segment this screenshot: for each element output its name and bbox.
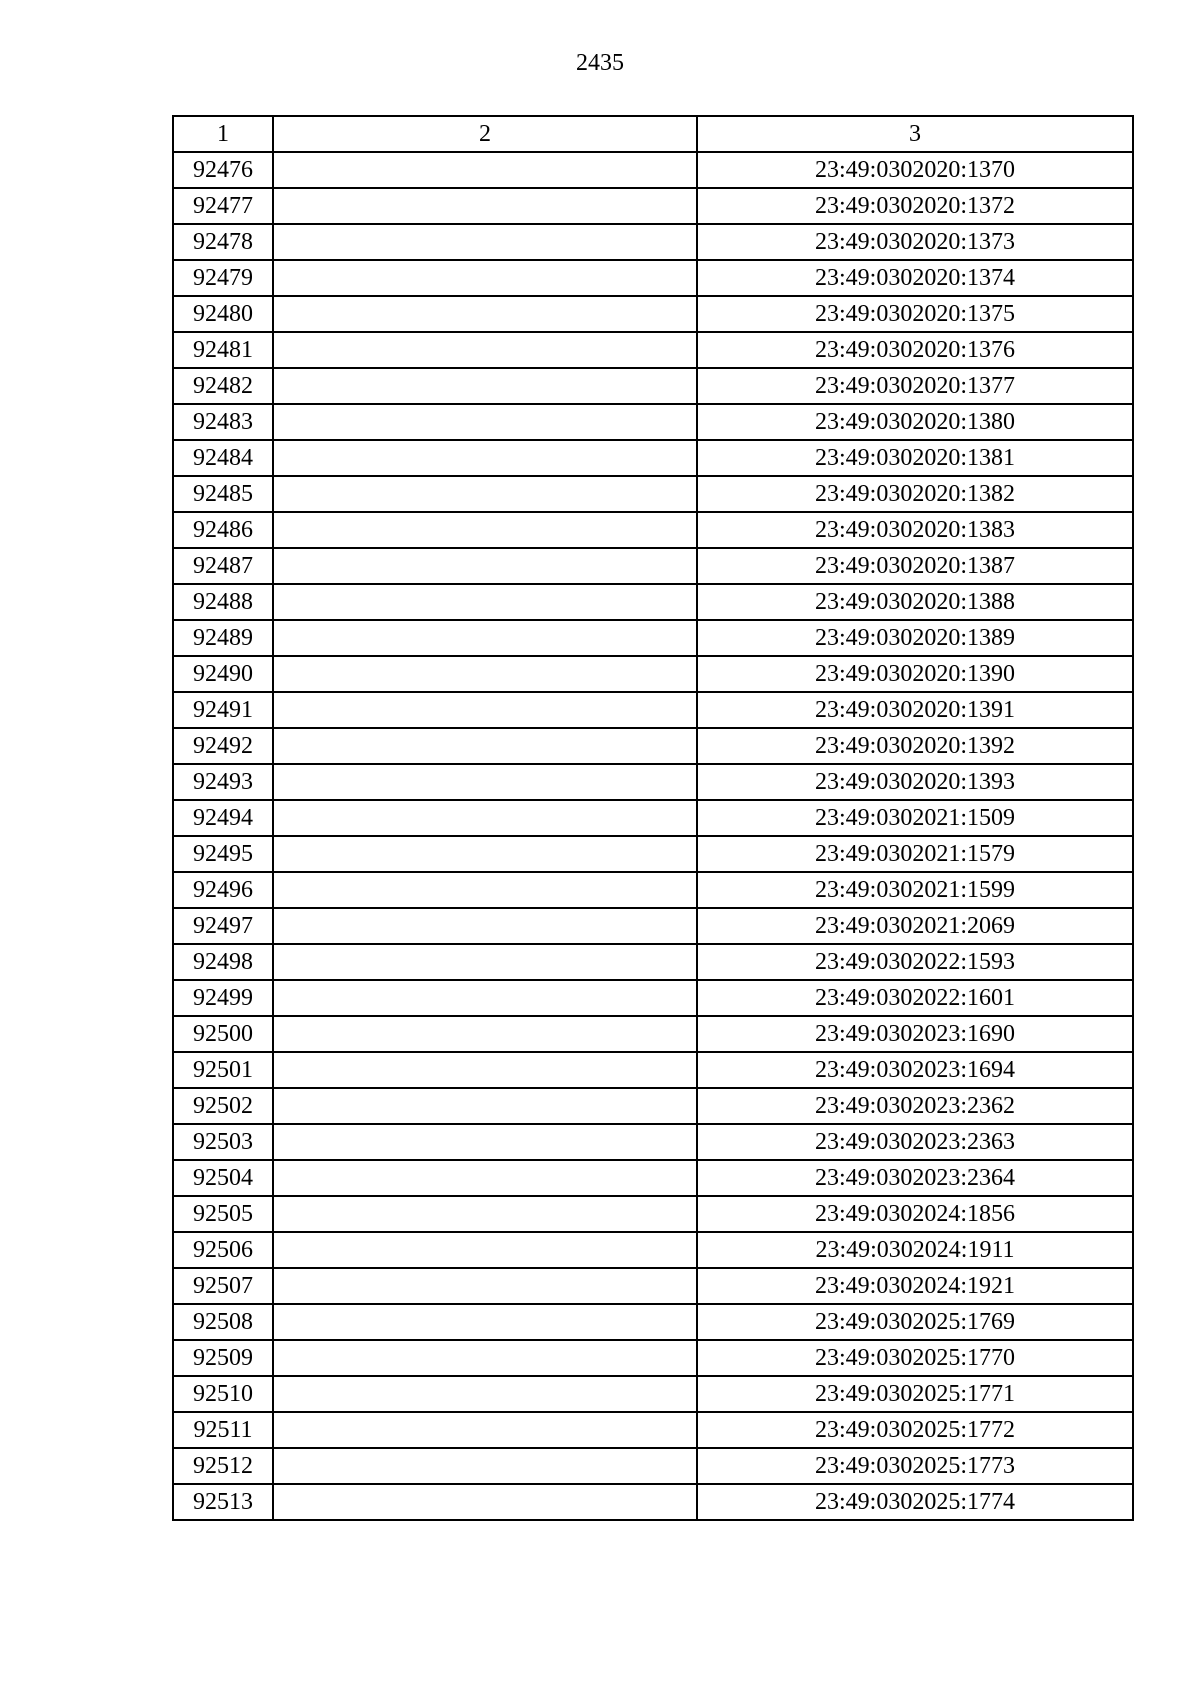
table-cell-col-2: [273, 1016, 697, 1052]
table-cell-col-1: 92483: [173, 404, 273, 440]
table-cell-col-2: [273, 1196, 697, 1232]
table-cell-col-1: 92481: [173, 332, 273, 368]
table-cell-col-2: [273, 836, 697, 872]
table-cell-col-1: 92504: [173, 1160, 273, 1196]
table-cell-col-1: 92506: [173, 1232, 273, 1268]
table-cell-col-3: 23:49:0302020:1387: [697, 548, 1133, 584]
table-cell-col-1: 92502: [173, 1088, 273, 1124]
table-cell-col-3: 23:49:0302025:1773: [697, 1448, 1133, 1484]
table-cell-col-1: 92480: [173, 296, 273, 332]
table-cell-col-3: 23:49:0302021:1509: [697, 800, 1133, 836]
table-cell-col-3: 23:49:0302020:1393: [697, 764, 1133, 800]
table-cell-col-3: 23:49:0302023:2362: [697, 1088, 1133, 1124]
table-row: [173, 764, 1133, 800]
table-row: [173, 1376, 1133, 1412]
table-row: [173, 476, 1133, 512]
table-row: [173, 1088, 1133, 1124]
table-cell-col-3: 23:49:0302021:2069: [697, 908, 1133, 944]
table-cell-col-2: [273, 1304, 697, 1340]
table-cell-col-1: 92511: [173, 1412, 273, 1448]
table-cell-col-2: [273, 476, 697, 512]
table-cell-col-2: [273, 1412, 697, 1448]
table-cell-col-2: [273, 692, 697, 728]
table-cell-col-1: 92485: [173, 476, 273, 512]
column-header-2: 2: [273, 116, 697, 152]
table-cell-col-2: [273, 224, 697, 260]
table-cell-col-3: 23:49:0302023:2363: [697, 1124, 1133, 1160]
table-cell-col-1: 92486: [173, 512, 273, 548]
table-cell-col-3: 23:49:0302022:1593: [697, 944, 1133, 980]
table-cell-col-2: [273, 1160, 697, 1196]
table-row: [173, 1304, 1133, 1340]
table-cell-col-3: 23:49:0302025:1769: [697, 1304, 1133, 1340]
table-row: [173, 1268, 1133, 1304]
table-cell-col-1: 92509: [173, 1340, 273, 1376]
table-cell-col-1: 92478: [173, 224, 273, 260]
column-header-3: 3: [697, 116, 1133, 152]
table-cell-col-2: [273, 260, 697, 296]
table-cell-col-2: [273, 152, 697, 188]
column-header-1: 1: [173, 116, 273, 152]
table-cell-col-3: 23:49:0302020:1377: [697, 368, 1133, 404]
table-cell-col-2: [273, 1448, 697, 1484]
table-cell-col-2: [273, 548, 697, 584]
table-row: [173, 152, 1133, 188]
table-cell-col-2: [273, 332, 697, 368]
table-row: [173, 1196, 1133, 1232]
table-row: [173, 188, 1133, 224]
table-cell-col-1: 92497: [173, 908, 273, 944]
table-cell-col-2: [273, 764, 697, 800]
table-cell-col-1: 92505: [173, 1196, 273, 1232]
table-cell-col-1: 92476: [173, 152, 273, 188]
table-cell-col-2: [273, 1088, 697, 1124]
table-cell-col-1: 92492: [173, 728, 273, 764]
table-cell-col-3: 23:49:0302023:1690: [697, 1016, 1133, 1052]
table-row: [173, 332, 1133, 368]
table-row: [173, 836, 1133, 872]
table-cell-col-3: 23:49:0302020:1381: [697, 440, 1133, 476]
table-cell-col-3: 23:49:0302025:1770: [697, 1340, 1133, 1376]
table-cell-col-1: 92490: [173, 656, 273, 692]
table-cell-col-1: 92487: [173, 548, 273, 584]
table-cell-col-2: [273, 1232, 697, 1268]
table-cell-col-3: 23:49:0302020:1391: [697, 692, 1133, 728]
table-cell-col-3: 23:49:0302020:1389: [697, 620, 1133, 656]
table-cell-col-1: 92477: [173, 188, 273, 224]
table-cell-col-3: 23:49:0302024:1921: [697, 1268, 1133, 1304]
table-cell-col-3: 23:49:0302023:1694: [697, 1052, 1133, 1088]
table-cell-col-3: 23:49:0302020:1375: [697, 296, 1133, 332]
table-cell-col-2: [273, 1268, 697, 1304]
table-cell-col-1: 92501: [173, 1052, 273, 1088]
table-row: [173, 296, 1133, 332]
table-cell-col-3: 23:49:0302025:1774: [697, 1484, 1133, 1520]
table-cell-col-1: 92500: [173, 1016, 273, 1052]
table-cell-col-3: 23:49:0302025:1771: [697, 1376, 1133, 1412]
table-cell-col-3: 23:49:0302020:1370: [697, 152, 1133, 188]
table-cell-col-3: 23:49:0302020:1373: [697, 224, 1133, 260]
table-cell-col-2: [273, 1052, 697, 1088]
table-cell-col-3: 23:49:0302025:1772: [697, 1412, 1133, 1448]
table-row: [173, 368, 1133, 404]
table-body: [173, 152, 1133, 1520]
table-cell-col-2: [273, 512, 697, 548]
table-header-row: [173, 116, 1133, 152]
table-cell-col-3: 23:49:0302020:1372: [697, 188, 1133, 224]
table-cell-col-3: 23:49:0302020:1380: [697, 404, 1133, 440]
table-row: [173, 1160, 1133, 1196]
table-cell-col-3: 23:49:0302020:1376: [697, 332, 1133, 368]
table-row: [173, 1124, 1133, 1160]
table-row: [173, 1340, 1133, 1376]
table-row: [173, 908, 1133, 944]
table-row: [173, 1232, 1133, 1268]
table-row: [173, 404, 1133, 440]
table-row: [173, 1016, 1133, 1052]
page-number: 2435: [576, 50, 624, 76]
table-cell-col-2: [273, 404, 697, 440]
table-cell-col-1: 92499: [173, 980, 273, 1016]
table-cell-col-1: 92493: [173, 764, 273, 800]
table-row: [173, 656, 1133, 692]
table-cell-col-2: [273, 1340, 697, 1376]
table-cell-col-3: 23:49:0302020:1382: [697, 476, 1133, 512]
table-row: [173, 728, 1133, 764]
table-row: [173, 440, 1133, 476]
table-row: [173, 800, 1133, 836]
table-cell-col-1: 92496: [173, 872, 273, 908]
table-cell-col-3: 23:49:0302022:1601: [697, 980, 1133, 1016]
table-cell-col-2: [273, 800, 697, 836]
table-cell-col-1: 92512: [173, 1448, 273, 1484]
table-cell-col-3: 23:49:0302020:1390: [697, 656, 1133, 692]
table-cell-col-1: 92503: [173, 1124, 273, 1160]
table-cell-col-1: 92508: [173, 1304, 273, 1340]
table-cell-col-1: 92513: [173, 1484, 273, 1520]
table-row: [173, 1448, 1133, 1484]
table-row: [173, 944, 1133, 980]
table-row: [173, 620, 1133, 656]
table-cell-col-2: [273, 656, 697, 692]
table-cell-col-2: [273, 872, 697, 908]
table-cell-col-2: [273, 728, 697, 764]
table-cell-col-2: [273, 620, 697, 656]
table-row: [173, 512, 1133, 548]
table-cell-col-2: [273, 980, 697, 1016]
table-row: [173, 260, 1133, 296]
table-cell-col-2: [273, 440, 697, 476]
table-row: [173, 872, 1133, 908]
table-cell-col-3: 23:49:0302021:1599: [697, 872, 1133, 908]
table-cell-col-2: [273, 584, 697, 620]
table-row: [173, 692, 1133, 728]
table-row: [173, 1484, 1133, 1520]
table-row: [173, 1052, 1133, 1088]
table-cell-col-1: 92495: [173, 836, 273, 872]
table-cell-col-3: 23:49:0302020:1374: [697, 260, 1133, 296]
table-cell-col-1: 92491: [173, 692, 273, 728]
table-cell-col-2: [273, 908, 697, 944]
table-cell-col-2: [273, 1376, 697, 1412]
table-cell-col-3: 23:49:0302021:1579: [697, 836, 1133, 872]
table-cell-col-1: 92488: [173, 584, 273, 620]
table-cell-col-3: 23:49:0302023:2364: [697, 1160, 1133, 1196]
table-cell-col-2: [273, 1484, 697, 1520]
table-cell-col-1: 92482: [173, 368, 273, 404]
table-cell-col-2: [273, 368, 697, 404]
table-cell-col-1: 92479: [173, 260, 273, 296]
table-cell-col-2: [273, 296, 697, 332]
table-cell-col-3: 23:49:0302024:1856: [697, 1196, 1133, 1232]
table-row: [173, 980, 1133, 1016]
table-row: [173, 224, 1133, 260]
table-cell-col-1: 92484: [173, 440, 273, 476]
table-row: [173, 548, 1133, 584]
data-table: [172, 115, 1134, 1521]
table-cell-col-3: 23:49:0302020:1388: [697, 584, 1133, 620]
table-cell-col-2: [273, 1124, 697, 1160]
table-cell-col-2: [273, 188, 697, 224]
table-cell-col-1: 92498: [173, 944, 273, 980]
table-cell-col-1: 92507: [173, 1268, 273, 1304]
table-row: [173, 1412, 1133, 1448]
table-cell-col-1: 92489: [173, 620, 273, 656]
table-cell-col-2: [273, 944, 697, 980]
table-cell-col-3: 23:49:0302024:1911: [697, 1232, 1133, 1268]
table-cell-col-3: 23:49:0302020:1383: [697, 512, 1133, 548]
table-cell-col-1: 92510: [173, 1376, 273, 1412]
table-cell-col-3: 23:49:0302020:1392: [697, 728, 1133, 764]
table-row: [173, 584, 1133, 620]
table-cell-col-1: 92494: [173, 800, 273, 836]
